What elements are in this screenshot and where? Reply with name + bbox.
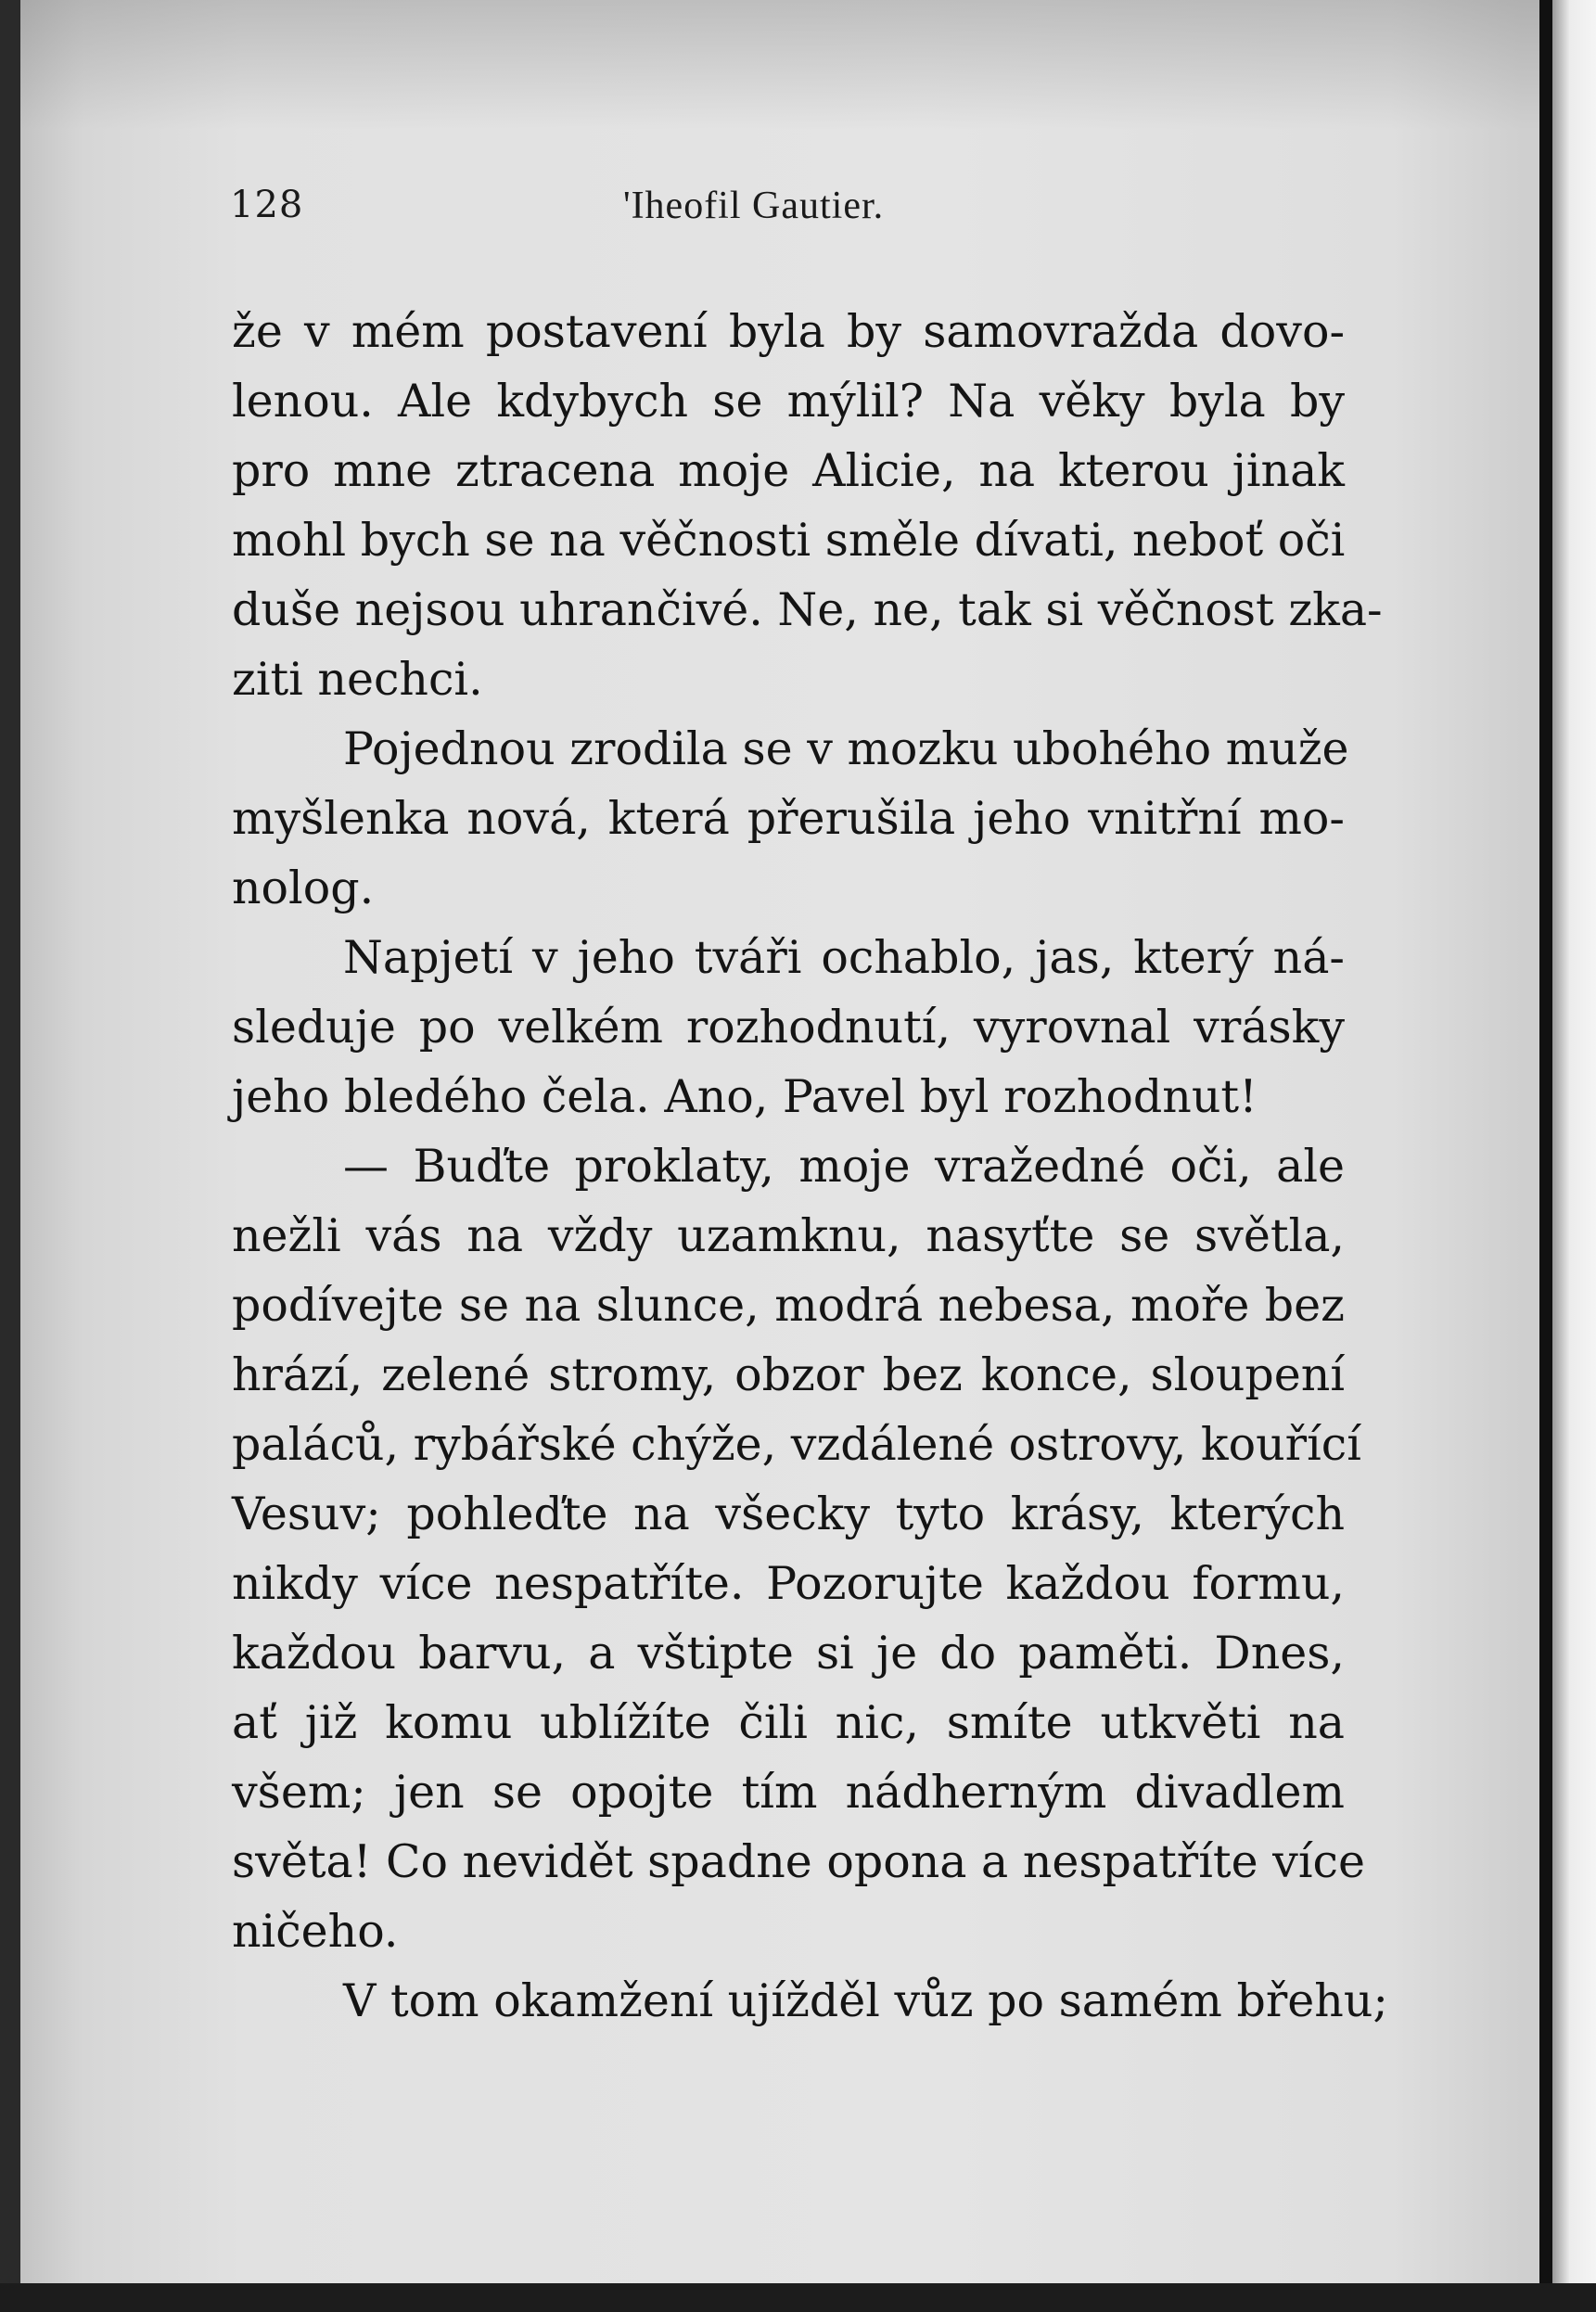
text-line: ziti nechci. [232, 653, 483, 706]
left-scan-border [0, 0, 20, 2312]
text-line: duše nejsou uhrančivé. Ne, ne, tak si věčnost zka- [232, 583, 1383, 636]
body-text [232, 297, 1388, 2036]
text-line: myšlenka nová, která přerušila jeho vnitřní mo- [232, 792, 1345, 845]
page-header [230, 184, 1389, 239]
page-number: 128 [230, 184, 304, 226]
text-line: sleduje po velkém rozhodnutí, vyrovnal vrásky [232, 1001, 1345, 1054]
text-line: hrází, zelené stromy, obzor bez konce, sloupení [232, 1348, 1345, 1401]
text-line: jeho bledého čela. Ano, Pavel byl rozhodnut! [232, 1070, 1258, 1123]
scan-shadow [0, 0, 1596, 130]
text-line: V tom okamžení ujížděl vůz po samém břehu; [343, 1974, 1388, 2027]
page-edge-shadow [1539, 0, 1552, 2312]
text-line: všem; jen se opojte tím nádherným divadlem [232, 1766, 1345, 1819]
right-scan-margin [1552, 0, 1596, 2312]
text-line: paláců, rybářské chýže, vzdálené ostrovy, kouřící [232, 1418, 1361, 1471]
running-head: 'Iheofil Gautier. [623, 185, 885, 227]
bottom-scan-border [0, 2283, 1596, 2312]
text-line: ať již komu ublížíte čili nic, smíte utkvěti na [232, 1696, 1345, 1749]
text-line: — Buďte proklaty, moje vražedné oči, ale [343, 1140, 1345, 1193]
text-line: každou barvu, a vštipte si je do paměti. Dnes, [232, 1627, 1345, 1680]
text-line: že v mém postavení byla by samovražda dovo- [232, 305, 1345, 358]
text-line: nolog. [232, 862, 375, 914]
text-line: nežli vás na vždy uzamknu, nasyťte se světla, [232, 1209, 1345, 1262]
text-line: pro mne ztracena moje Alicie, na kterou jinak [232, 444, 1345, 497]
text-line: Vesuv; pohleďte na všecky tyto krásy, kterých [232, 1488, 1345, 1540]
text-line: lenou. Ale kdybych se mýlil? Na věky byla by [232, 375, 1345, 428]
text-line: ničeho. [232, 1905, 399, 1958]
text-line: mohl bych se na věčnosti směle dívati, neboť oči [232, 514, 1346, 567]
text-line: nikdy více nespatříte. Pozorujte každou formu, [232, 1557, 1345, 1610]
text-line: podívejte se na slunce, modrá nebesa, moře bez [232, 1279, 1345, 1332]
text-line: Pojednou zrodila se v mozku ubohého muže [343, 722, 1349, 775]
text-line: světa! Co nevidět spadne opona a nespatříte více [232, 1835, 1365, 1888]
text-line: Napjetí v jeho tváři ochablo, jas, který ná- [343, 931, 1345, 984]
